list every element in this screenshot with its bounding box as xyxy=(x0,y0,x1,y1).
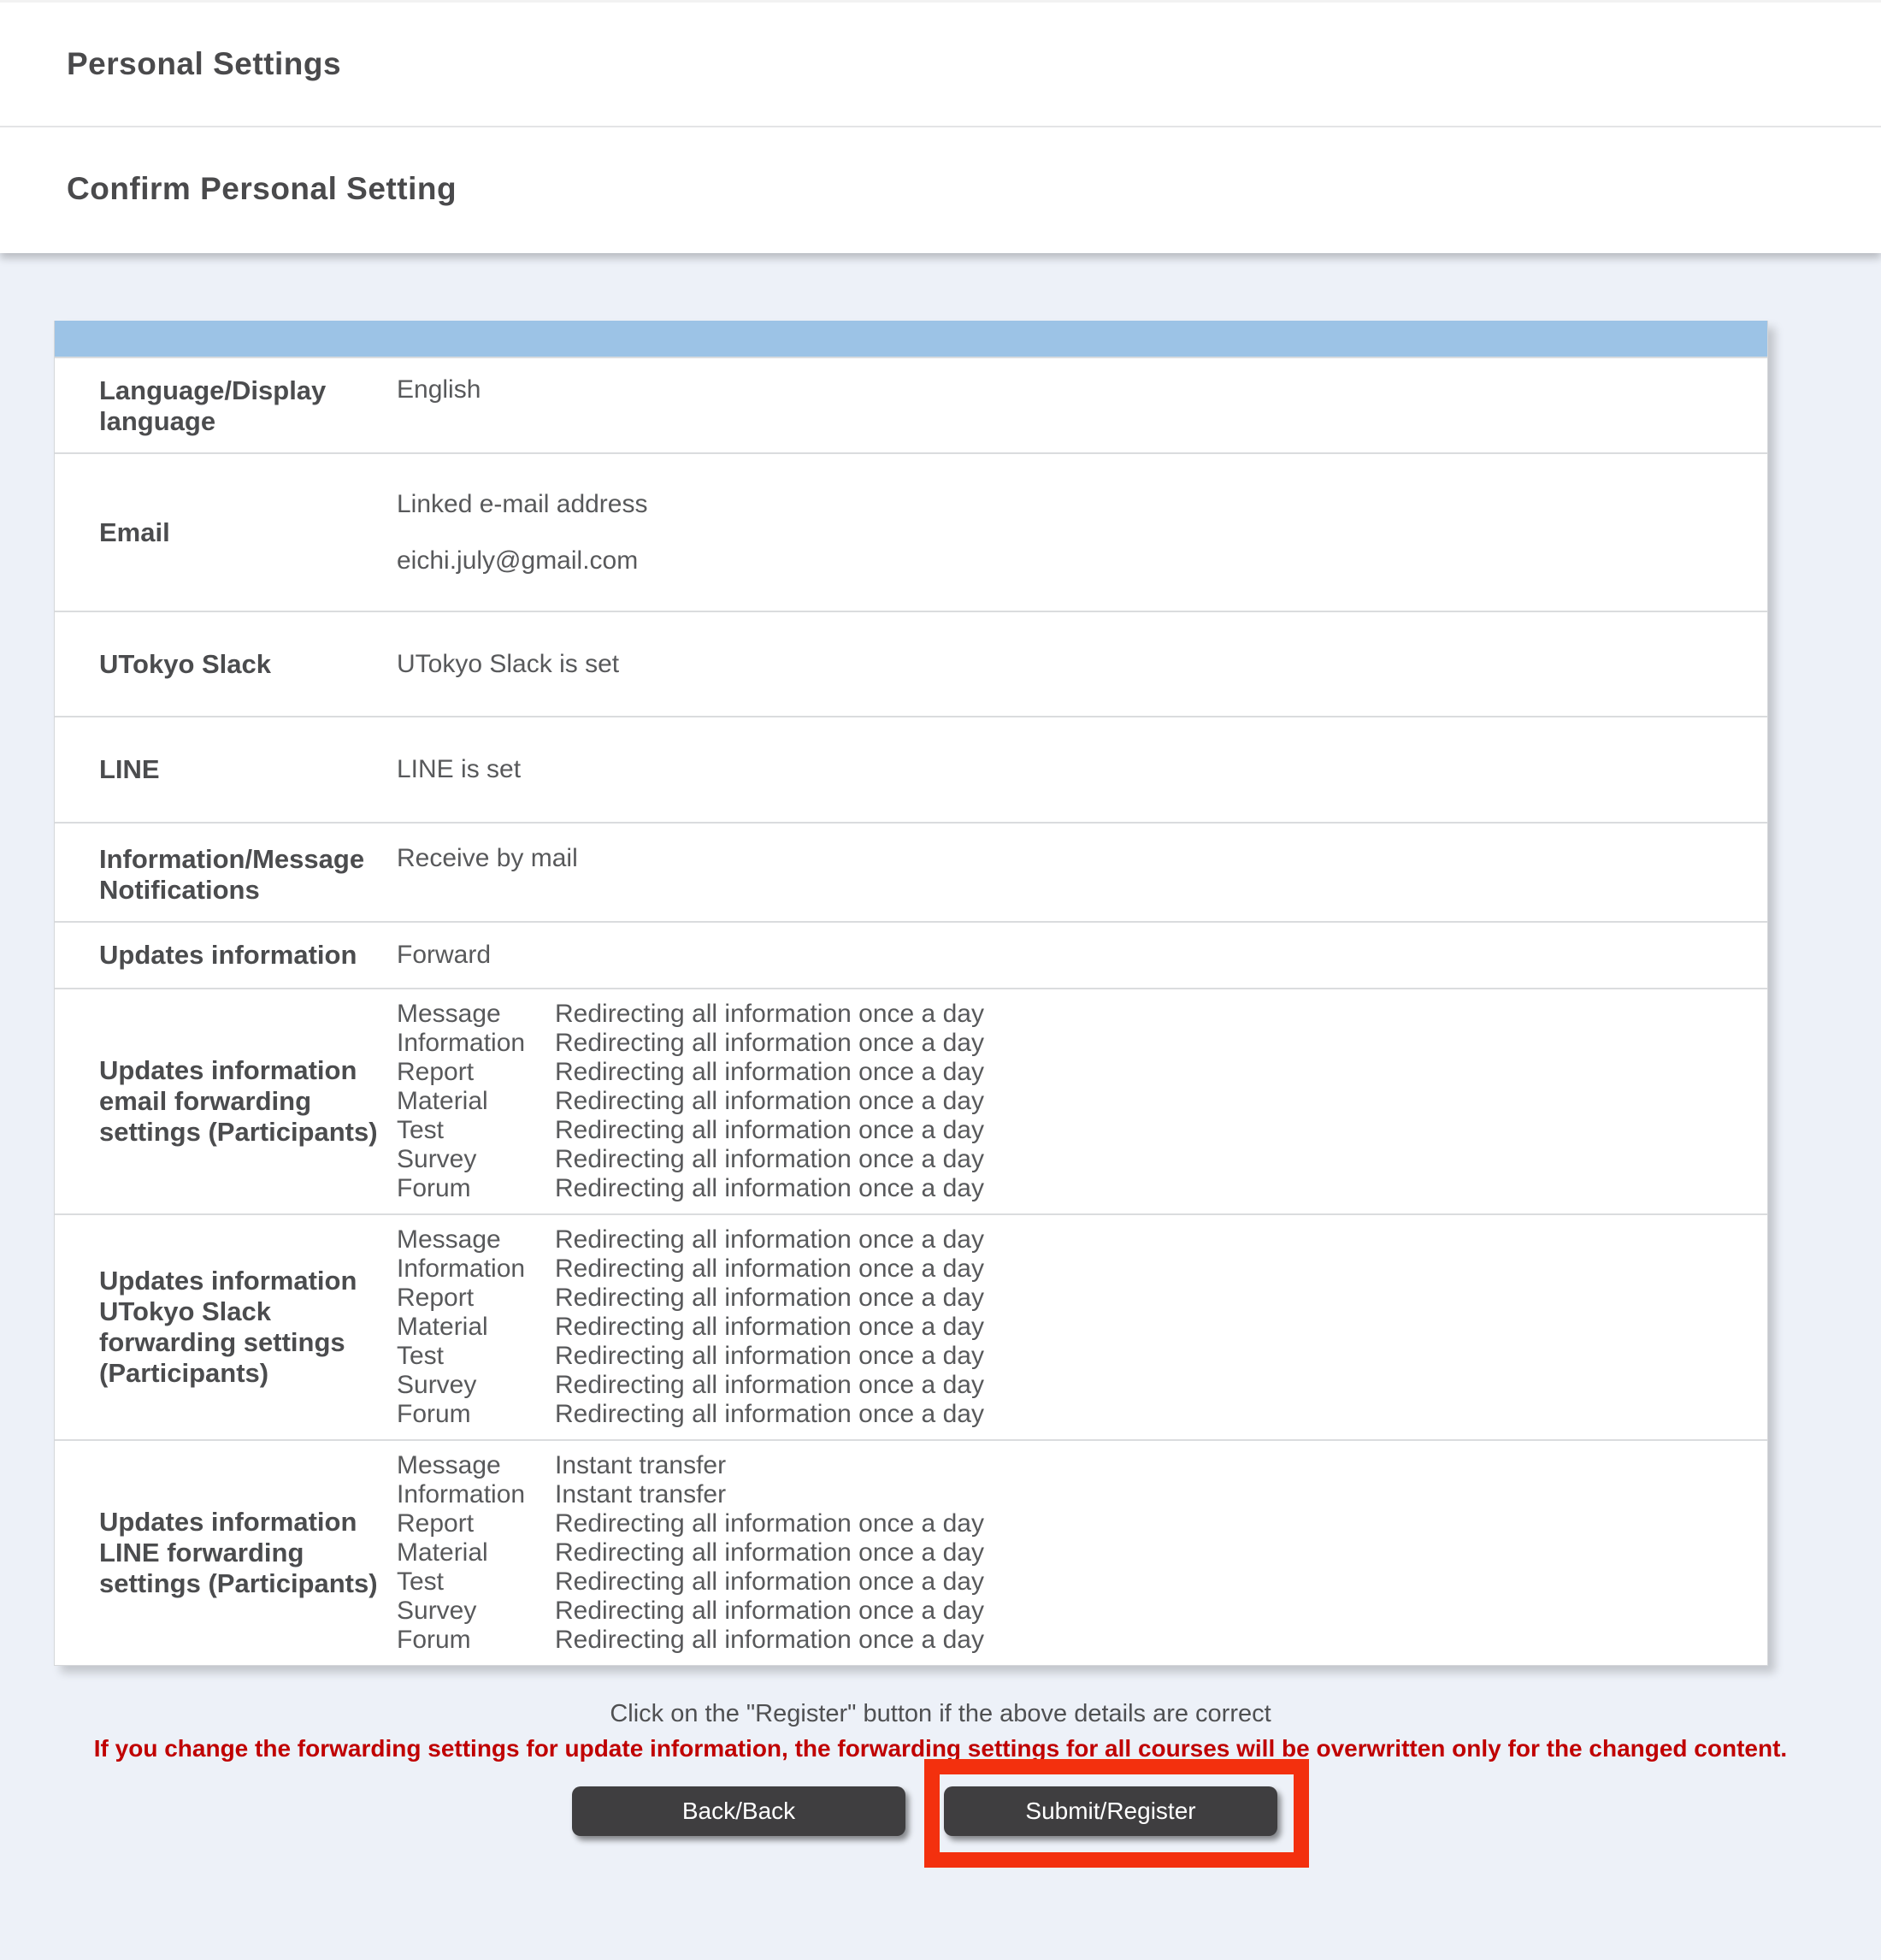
forwarding-item: Material Redirecting all information once a day xyxy=(397,1538,984,1567)
forwarding-item: Material Redirecting all information once a day xyxy=(397,1087,984,1115)
page-subtitle: Confirm Personal Setting xyxy=(67,171,457,206)
forwarding-item: Forum Redirecting all information once a day xyxy=(397,1174,984,1202)
forwarding-item: Report Redirecting all information once a day xyxy=(397,1058,984,1086)
row-label: Information/Message Notifications xyxy=(99,844,365,905)
row-label: Updates information UTokyo Slack forwarding settings (Participants) xyxy=(99,1266,357,1388)
forwarding-item: Report Redirecting all information once a day xyxy=(397,1284,984,1312)
table-header-bar xyxy=(55,321,1767,357)
row-value: English xyxy=(397,375,481,404)
forwarding-item: Survey Redirecting all information once a day xyxy=(397,1597,984,1625)
forwarding-settings-list xyxy=(397,1000,1767,1203)
forwarding-item: Message Instant transfer xyxy=(397,1451,727,1479)
forwarding-item: Test Redirecting all information once a day xyxy=(397,1116,984,1144)
page-header xyxy=(0,0,1881,253)
row-value: Receive by mail xyxy=(397,844,578,872)
forwarding-item: Message Redirecting all information once a day xyxy=(397,1225,984,1254)
back-button[interactable]: Back/Back xyxy=(572,1786,905,1836)
table-row-line-forwarding xyxy=(55,1439,1767,1665)
subtitle-section xyxy=(0,127,1881,251)
annotation-highlight-box xyxy=(924,1759,1309,1868)
row-label: LINE xyxy=(99,754,160,784)
forwarding-settings-list xyxy=(397,1451,1767,1655)
row-label: UTokyo Slack xyxy=(99,648,272,679)
table-row-utokyo-slack xyxy=(55,611,1767,716)
table-row-slack-forwarding xyxy=(55,1213,1767,1439)
row-label: Language/Display language xyxy=(99,375,327,436)
forwarding-item: Material Redirecting all information once a day xyxy=(397,1313,984,1341)
row-value: UTokyo Slack is set xyxy=(397,649,620,678)
row-value: LINE is set xyxy=(397,755,522,783)
title-section xyxy=(0,3,1881,126)
submit-register-button[interactable]: Submit/Register xyxy=(944,1786,1277,1836)
forwarding-item: Report Redirecting all information once a day xyxy=(397,1509,984,1538)
forwarding-item: Message Redirecting all information once a day xyxy=(397,1000,984,1028)
email-link-status: Linked e-mail address xyxy=(397,489,648,518)
table-row-line xyxy=(55,716,1767,822)
forwarding-item: Information Redirecting all information once a day xyxy=(397,1255,984,1283)
forwarding-settings-list xyxy=(397,1225,1767,1429)
forwarding-item: Forum Redirecting all information once a day xyxy=(397,1400,984,1428)
row-label: Email xyxy=(99,517,170,547)
row-label: Updates information xyxy=(99,940,357,970)
table-row-notifications xyxy=(55,822,1767,921)
row-label: Updates information LINE forwarding settings (Participants) xyxy=(99,1507,378,1598)
register-instruction: Click on the "Register" button if the above details are correct xyxy=(610,1700,1271,1727)
forwarding-item: Forum Redirecting all information once a day xyxy=(397,1626,984,1654)
table-row-updates-information xyxy=(55,921,1767,988)
email-address: eichi.july@gmail.com xyxy=(397,546,639,575)
forwarding-item: Information Redirecting all information once a day xyxy=(397,1029,984,1057)
table-row-email-forwarding xyxy=(55,988,1767,1213)
settings-table xyxy=(54,321,1768,1666)
forwarding-item: Survey Redirecting all information once a day xyxy=(397,1371,984,1399)
forwarding-item: Survey Redirecting all information once a day xyxy=(397,1145,984,1173)
footer xyxy=(0,1697,1881,1868)
forwarding-item: Test Redirecting all information once a day xyxy=(397,1342,984,1370)
row-label: Updates information email forwarding settings (Participants) xyxy=(99,1055,378,1147)
table-row-email xyxy=(55,452,1767,611)
buttons-row xyxy=(0,1786,1881,1868)
overwrite-warning: If you change the forwarding settings for update information, the forwarding settings for all courses will be overwritten only for the changed content. xyxy=(93,1735,1788,1762)
row-value: Forward xyxy=(397,941,492,969)
forwarding-item: Test Redirecting all information once a day xyxy=(397,1567,984,1596)
forwarding-item: Information Instant transfer xyxy=(397,1480,727,1508)
row-value xyxy=(397,490,1767,576)
table-row-language xyxy=(55,357,1767,452)
page-title: Personal Settings xyxy=(67,46,342,81)
